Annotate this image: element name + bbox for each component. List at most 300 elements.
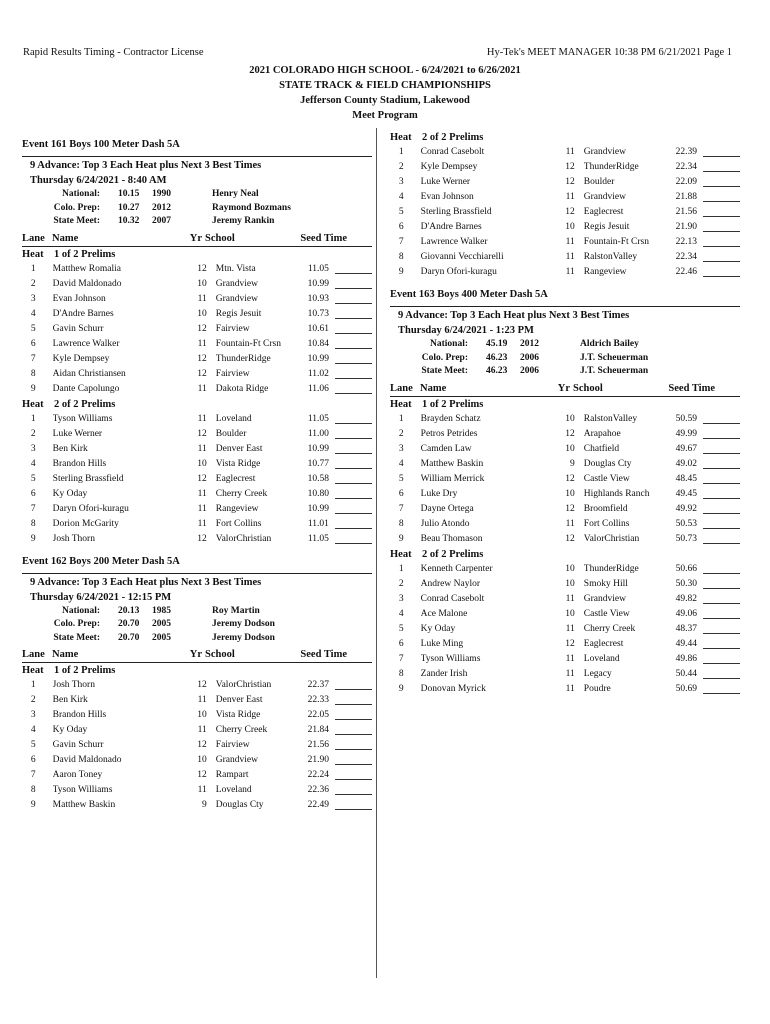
entry-seed: 49.92 bbox=[675, 503, 697, 514]
entry-name: Daryn Ofori-kuragu bbox=[52, 503, 129, 514]
result-blank bbox=[335, 352, 372, 364]
entry-seed: 10.61 bbox=[307, 323, 329, 334]
entry-school: Fort Collins bbox=[583, 518, 630, 529]
entry-lane: 2 bbox=[30, 428, 36, 439]
entry-school: Denver East bbox=[215, 695, 263, 705]
entry-lane: 1 bbox=[30, 413, 36, 424]
event-title: Event 162 Boys 200 Meter Dash 5A bbox=[22, 555, 180, 567]
entry-school: Fairview bbox=[215, 323, 250, 334]
entry-name: Ben Kirk bbox=[52, 443, 88, 454]
result-blank bbox=[703, 562, 740, 574]
entry-row bbox=[390, 592, 740, 607]
event-rule bbox=[390, 306, 740, 307]
entry-yr: 11 bbox=[565, 192, 575, 202]
result-blank bbox=[335, 292, 372, 304]
event-rule bbox=[22, 573, 372, 574]
entry-yr: 12 bbox=[197, 770, 207, 780]
entry-seed: 22.39 bbox=[675, 147, 697, 157]
record-row bbox=[390, 365, 740, 379]
entry-school: Cherry Creek bbox=[215, 725, 268, 735]
entry-row bbox=[390, 250, 740, 265]
entry-name: Julio Atondo bbox=[420, 518, 470, 529]
entry-row bbox=[22, 442, 372, 457]
entry-seed: 50.69 bbox=[675, 683, 697, 694]
entry-row bbox=[390, 457, 740, 472]
entry-yr: 12 bbox=[565, 207, 575, 217]
entry-school: Fountain-Ft Crsn bbox=[583, 237, 649, 247]
entry-row bbox=[390, 265, 740, 280]
entry-lane: 6 bbox=[398, 488, 404, 499]
event-date: Thursday 6/24/2021 - 12:15 PM bbox=[30, 591, 172, 603]
header-contractor: Rapid Results Timing - Contractor License bbox=[23, 47, 204, 58]
entry-lane: 8 bbox=[30, 368, 36, 379]
entry-name: Gavin Schurr bbox=[52, 323, 104, 334]
entry-row bbox=[22, 337, 372, 352]
right-column bbox=[390, 130, 740, 697]
entry-row bbox=[390, 487, 740, 502]
result-blank bbox=[335, 517, 372, 529]
entry-school: ValorChristian bbox=[215, 680, 272, 690]
result-blank bbox=[703, 265, 740, 277]
entry-row bbox=[390, 577, 740, 592]
entry-school: Rangeview bbox=[583, 267, 627, 277]
result-blank bbox=[335, 738, 372, 750]
entry-seed: 10.99 bbox=[307, 503, 329, 514]
heat-header bbox=[22, 247, 372, 262]
result-blank bbox=[703, 592, 740, 604]
entry-yr: 12 bbox=[197, 740, 207, 750]
entry-lane: 6 bbox=[398, 222, 404, 232]
entry-row bbox=[22, 487, 372, 502]
entry-lane: 1 bbox=[398, 563, 404, 574]
entry-name: William Merrick bbox=[420, 473, 485, 484]
entry-lane: 3 bbox=[398, 443, 404, 454]
heat-title: 2 of 2 Prelims bbox=[54, 398, 116, 410]
result-blank bbox=[703, 457, 740, 469]
entry-lane: 2 bbox=[30, 695, 36, 705]
entry-name: Donovan Myrick bbox=[420, 683, 486, 694]
entry-lane: 3 bbox=[398, 177, 404, 187]
entry-lane: 9 bbox=[30, 800, 36, 810]
column-lane: Lane bbox=[390, 382, 413, 394]
entry-name: Sterling Brassfield bbox=[420, 207, 492, 217]
entry-row bbox=[390, 667, 740, 682]
result-blank bbox=[703, 427, 740, 439]
result-blank bbox=[703, 220, 740, 232]
entry-yr: 12 bbox=[197, 353, 207, 364]
entry-school: Grandview bbox=[215, 278, 258, 289]
entry-lane: 8 bbox=[398, 252, 404, 262]
record-time: 46.23 bbox=[486, 352, 508, 363]
entry-school: Grandview bbox=[583, 147, 626, 157]
entry-row bbox=[22, 693, 372, 708]
entry-yr: 12 bbox=[197, 323, 207, 334]
entry-name: Kyle Dempsey bbox=[420, 162, 478, 172]
entry-row bbox=[390, 442, 740, 457]
entry-name: Brayden Schatz bbox=[420, 413, 481, 424]
entry-seed: 50.59 bbox=[675, 413, 697, 424]
entry-school: ValorChristian bbox=[583, 533, 640, 544]
entry-lane: 9 bbox=[398, 267, 404, 277]
entry-lane: 4 bbox=[30, 308, 36, 319]
entry-name: David Maldonado bbox=[52, 278, 122, 289]
result-blank bbox=[335, 532, 372, 544]
entry-school: Eaglecrest bbox=[583, 207, 624, 217]
entry-lane: 5 bbox=[30, 323, 36, 334]
entry-lane: 7 bbox=[398, 503, 404, 514]
event-rule bbox=[22, 156, 372, 157]
entry-name: Andrew Naylor bbox=[420, 578, 481, 589]
result-blank bbox=[335, 708, 372, 720]
entry-yr: 11 bbox=[565, 653, 575, 664]
entry-name: David Maldonado bbox=[52, 755, 122, 765]
entry-school: Douglas Cty bbox=[215, 800, 264, 810]
entry-name: Dorion McGarity bbox=[52, 518, 119, 529]
result-blank bbox=[335, 502, 372, 514]
entry-seed: 21.88 bbox=[675, 192, 697, 202]
heat-label: Heat bbox=[390, 398, 412, 410]
column-seed: Seed Time bbox=[300, 649, 347, 660]
record-row bbox=[22, 188, 372, 202]
record-row bbox=[390, 338, 740, 352]
entry-yr: 11 bbox=[197, 338, 207, 349]
entry-lane: 8 bbox=[398, 668, 404, 679]
entry-seed: 21.84 bbox=[307, 725, 329, 735]
column-lane: Lane bbox=[22, 649, 45, 660]
entry-row bbox=[22, 412, 372, 427]
result-blank bbox=[335, 337, 372, 349]
result-blank bbox=[703, 682, 740, 694]
entry-yr: 9 bbox=[202, 800, 207, 810]
entry-row bbox=[22, 307, 372, 322]
entry-yr: 11 bbox=[197, 413, 207, 424]
entry-lane: 3 bbox=[30, 443, 36, 454]
entry-name: Josh Thorn bbox=[52, 533, 95, 544]
entry-yr: 12 bbox=[565, 503, 575, 514]
record-holder: Aldrich Bailey bbox=[580, 339, 639, 349]
entry-seed: 49.06 bbox=[675, 608, 697, 619]
entry-seed: 48.45 bbox=[675, 473, 697, 484]
entry-school: ThunderRidge bbox=[583, 162, 639, 172]
entry-seed: 10.84 bbox=[307, 338, 329, 349]
record-time: 20.13 bbox=[118, 605, 140, 616]
entry-seed: 10.58 bbox=[307, 473, 329, 484]
entry-row bbox=[22, 352, 372, 367]
entry-yr: 11 bbox=[197, 503, 207, 514]
result-blank bbox=[335, 678, 372, 690]
entry-lane: 7 bbox=[30, 770, 36, 780]
entry-lane: 6 bbox=[30, 338, 36, 349]
entry-yr: 10 bbox=[197, 278, 207, 289]
entry-school: Chatfield bbox=[583, 443, 620, 454]
entry-row bbox=[390, 562, 740, 577]
entry-name: Ky Oday bbox=[52, 725, 88, 735]
meet-subtitle: STATE TRACK & FIELD CHAMPIONSHIPS bbox=[279, 80, 491, 91]
entry-school: Broomfield bbox=[583, 503, 628, 514]
record-year: 2012 bbox=[152, 202, 171, 213]
entry-yr: 11 bbox=[565, 668, 575, 679]
entry-seed: 10.99 bbox=[307, 278, 329, 289]
entry-school: Dakota Ridge bbox=[215, 383, 269, 394]
entry-yr: 10 bbox=[565, 563, 575, 574]
record-row bbox=[22, 202, 372, 216]
entry-yr: 12 bbox=[197, 533, 207, 544]
entry-row bbox=[22, 262, 372, 277]
entry-seed: 11.05 bbox=[307, 413, 329, 424]
entry-seed: 11.06 bbox=[307, 383, 329, 394]
entry-row bbox=[22, 708, 372, 723]
entry-name: Matthew Baskin bbox=[420, 458, 484, 469]
entry-row bbox=[22, 322, 372, 337]
entry-yr: 11 bbox=[565, 518, 575, 529]
record-time: 46.23 bbox=[486, 366, 508, 376]
entry-row bbox=[22, 798, 372, 813]
entry-school: Regis Jesuit bbox=[215, 308, 262, 319]
entry-yr: 10 bbox=[197, 458, 207, 469]
result-blank bbox=[703, 412, 740, 424]
entry-school: Rangeview bbox=[215, 503, 259, 514]
record-label: National: bbox=[62, 189, 100, 199]
entry-yr: 12 bbox=[197, 263, 207, 274]
entry-school: Douglas Cty bbox=[583, 458, 632, 469]
entry-yr: 11 bbox=[197, 443, 207, 454]
meet-venue: Jefferson County Stadium, Lakewood bbox=[300, 95, 470, 106]
heat-header bbox=[390, 130, 740, 145]
entry-row bbox=[390, 622, 740, 637]
heat-header bbox=[22, 397, 372, 412]
record-time: 10.15 bbox=[118, 189, 140, 199]
entry-name: Conrad Casebolt bbox=[420, 593, 485, 604]
entry-seed: 49.45 bbox=[675, 488, 697, 499]
entry-row bbox=[390, 145, 740, 160]
heat-title: 1 of 2 Prelims bbox=[54, 665, 116, 676]
entry-name: D'Andre Barnes bbox=[52, 308, 114, 319]
entry-yr: 10 bbox=[565, 608, 575, 619]
entry-seed: 49.02 bbox=[675, 458, 697, 469]
record-label: State Meet: bbox=[421, 366, 468, 376]
entry-school: Grandview bbox=[215, 755, 258, 765]
result-blank bbox=[335, 442, 372, 454]
entry-seed: 21.56 bbox=[307, 740, 329, 750]
result-blank bbox=[703, 235, 740, 247]
entry-school: Vista Ridge bbox=[215, 458, 261, 469]
heat-header bbox=[390, 547, 740, 562]
record-row bbox=[22, 605, 372, 619]
advance-rule: 9 Advance: Top 3 Each Heat plus Next 3 Best Times bbox=[398, 310, 630, 321]
entry-school: Fairview bbox=[215, 740, 250, 750]
entry-row bbox=[390, 682, 740, 697]
meet-title: 2021 COLORADO HIGH SCHOOL - 6/24/2021 to 6/26/2021 bbox=[249, 65, 521, 76]
entry-yr: 11 bbox=[565, 623, 575, 634]
entry-row bbox=[390, 160, 740, 175]
record-holder: J.T. Scheuerman bbox=[580, 352, 649, 363]
result-blank bbox=[703, 175, 740, 187]
entry-name: Beau Thomason bbox=[420, 533, 483, 544]
entry-row bbox=[22, 367, 372, 382]
column-school: School bbox=[205, 232, 235, 244]
result-blank bbox=[335, 382, 372, 394]
column-name: Name bbox=[420, 382, 447, 394]
entry-yr: 11 bbox=[565, 237, 575, 247]
result-blank bbox=[703, 190, 740, 202]
record-year: 2005 bbox=[152, 619, 171, 629]
header-meet-manager: Hy-Tek's MEET MANAGER 10:38 PM 6/21/2021 Page 1 bbox=[486, 47, 732, 58]
entry-school: ThunderRidge bbox=[215, 353, 271, 364]
heat-label: Heat bbox=[390, 132, 412, 143]
entry-name: Josh Thorn bbox=[52, 680, 95, 690]
entry-seed: 11.05 bbox=[307, 533, 329, 544]
column-school: School bbox=[205, 649, 235, 660]
result-blank bbox=[703, 250, 740, 262]
entry-seed: 21.90 bbox=[307, 755, 329, 765]
result-blank bbox=[703, 160, 740, 172]
result-blank bbox=[703, 577, 740, 589]
column-yr: Yr bbox=[557, 382, 570, 394]
entry-name: Kyle Dempsey bbox=[52, 353, 110, 364]
entry-row bbox=[22, 783, 372, 798]
entry-name: Conrad Casebolt bbox=[420, 147, 485, 157]
heat-label: Heat bbox=[390, 548, 412, 560]
entry-yr: 12 bbox=[197, 368, 207, 379]
entry-yr: 11 bbox=[565, 267, 575, 277]
record-year: 2007 bbox=[152, 216, 171, 226]
entry-lane: 6 bbox=[30, 755, 36, 765]
record-holder: Roy Martin bbox=[212, 605, 260, 616]
column-seed: Seed Time bbox=[668, 382, 715, 394]
entry-row bbox=[390, 220, 740, 235]
result-blank bbox=[703, 487, 740, 499]
entry-school: Mtn. Vista bbox=[215, 263, 256, 274]
entry-name: Tyson Williams bbox=[52, 413, 113, 424]
entry-school: Boulder bbox=[583, 177, 615, 187]
record-year: 1985 bbox=[152, 605, 171, 616]
entry-row bbox=[390, 190, 740, 205]
entry-seed: 22.46 bbox=[675, 267, 697, 277]
entry-lane: 2 bbox=[398, 578, 404, 589]
entry-name: Gavin Schurr bbox=[52, 740, 104, 750]
result-blank bbox=[703, 532, 740, 544]
record-year: 2012 bbox=[520, 339, 539, 349]
entry-name: Brandon Hills bbox=[52, 710, 107, 720]
entry-seed: 10.99 bbox=[307, 353, 329, 364]
record-label: Colo. Prep: bbox=[421, 352, 468, 363]
entry-school: Loveland bbox=[215, 413, 252, 424]
entry-yr: 12 bbox=[197, 473, 207, 484]
record-row bbox=[22, 632, 372, 646]
entry-row bbox=[390, 607, 740, 622]
entry-lane: 9 bbox=[398, 533, 404, 544]
entry-lane: 4 bbox=[398, 192, 404, 202]
entry-lane: 7 bbox=[398, 237, 404, 247]
entry-school: Arapahoe bbox=[583, 428, 621, 439]
result-blank bbox=[703, 145, 740, 157]
entry-seed: 49.86 bbox=[675, 653, 697, 664]
entry-school: Regis Jesuit bbox=[583, 222, 630, 232]
entry-seed: 10.73 bbox=[307, 308, 329, 319]
entry-yr: 10 bbox=[565, 488, 575, 499]
entry-name: Dayne Ortega bbox=[420, 503, 474, 514]
record-time: 45.19 bbox=[486, 339, 508, 349]
event-date: Thursday 6/24/2021 - 1:23 PM bbox=[398, 325, 534, 336]
entry-school: Castle View bbox=[583, 473, 630, 484]
entry-yr: 12 bbox=[565, 533, 575, 544]
result-blank bbox=[703, 472, 740, 484]
heat-label: Heat bbox=[22, 665, 44, 676]
entry-seed: 49.99 bbox=[675, 428, 697, 439]
entry-row bbox=[390, 412, 740, 427]
entry-row bbox=[390, 517, 740, 532]
entry-row bbox=[390, 502, 740, 517]
entry-lane: 1 bbox=[398, 147, 404, 157]
heat-header bbox=[390, 397, 740, 412]
entry-yr: 11 bbox=[197, 518, 207, 529]
entry-lane: 9 bbox=[30, 383, 36, 394]
entry-row bbox=[22, 532, 372, 547]
result-blank bbox=[335, 487, 372, 499]
entry-lane: 3 bbox=[398, 593, 404, 604]
event-date: Thursday 6/24/2021 - 8:40 AM bbox=[30, 175, 167, 186]
entry-school: Grandview bbox=[583, 192, 626, 202]
entry-school: Rampart bbox=[215, 770, 249, 780]
entry-school: Loveland bbox=[215, 785, 252, 795]
entry-name: Sterling Brassfield bbox=[52, 473, 124, 484]
record-time: 20.70 bbox=[118, 619, 140, 629]
entry-school: ValorChristian bbox=[215, 533, 272, 544]
entry-name: Aaron Toney bbox=[52, 770, 103, 780]
entry-name: Ben Kirk bbox=[52, 695, 88, 705]
entry-school: Cherry Creek bbox=[583, 623, 636, 634]
entry-seed: 22.05 bbox=[307, 710, 329, 720]
entry-seed: 22.34 bbox=[675, 252, 697, 262]
entry-school: Eaglecrest bbox=[215, 473, 256, 484]
entry-seed: 10.77 bbox=[307, 458, 329, 469]
entry-name: Petros Petrides bbox=[420, 428, 478, 439]
entry-lane: 3 bbox=[30, 710, 36, 720]
column-lane: Lane bbox=[22, 232, 45, 244]
entry-row bbox=[390, 205, 740, 220]
entry-school: Denver East bbox=[215, 443, 263, 454]
heat-title: 1 of 2 Prelims bbox=[54, 248, 116, 260]
entry-lane: 1 bbox=[30, 680, 36, 690]
heat-title: 2 of 2 Prelims bbox=[422, 548, 484, 560]
entry-seed: 22.33 bbox=[307, 695, 329, 705]
column-school: School bbox=[573, 382, 603, 394]
record-label: State Meet: bbox=[53, 216, 100, 226]
entry-yr: 11 bbox=[565, 252, 575, 262]
entry-school: Poudre bbox=[583, 683, 611, 694]
entry-seed: 50.66 bbox=[675, 563, 697, 574]
entry-school: Fairview bbox=[215, 368, 250, 379]
column-seed: Seed Time bbox=[300, 232, 347, 244]
record-label: State Meet: bbox=[53, 632, 100, 643]
entry-name: Aidan Christiansen bbox=[52, 368, 126, 379]
record-year: 2006 bbox=[520, 366, 539, 376]
entry-seed: 10.93 bbox=[307, 293, 329, 304]
entry-yr: 12 bbox=[565, 428, 575, 439]
entry-name: Brandon Hills bbox=[52, 458, 107, 469]
entry-yr: 11 bbox=[197, 293, 207, 304]
entry-yr: 12 bbox=[565, 162, 575, 172]
result-blank bbox=[335, 262, 372, 274]
entry-school: Cherry Creek bbox=[215, 488, 268, 499]
entry-lane: 1 bbox=[30, 263, 36, 274]
entry-seed: 22.09 bbox=[675, 177, 697, 187]
result-blank bbox=[335, 783, 372, 795]
entry-yr: 10 bbox=[565, 443, 575, 454]
result-blank bbox=[335, 412, 372, 424]
result-blank bbox=[703, 607, 740, 619]
entry-lane: 9 bbox=[398, 683, 404, 694]
